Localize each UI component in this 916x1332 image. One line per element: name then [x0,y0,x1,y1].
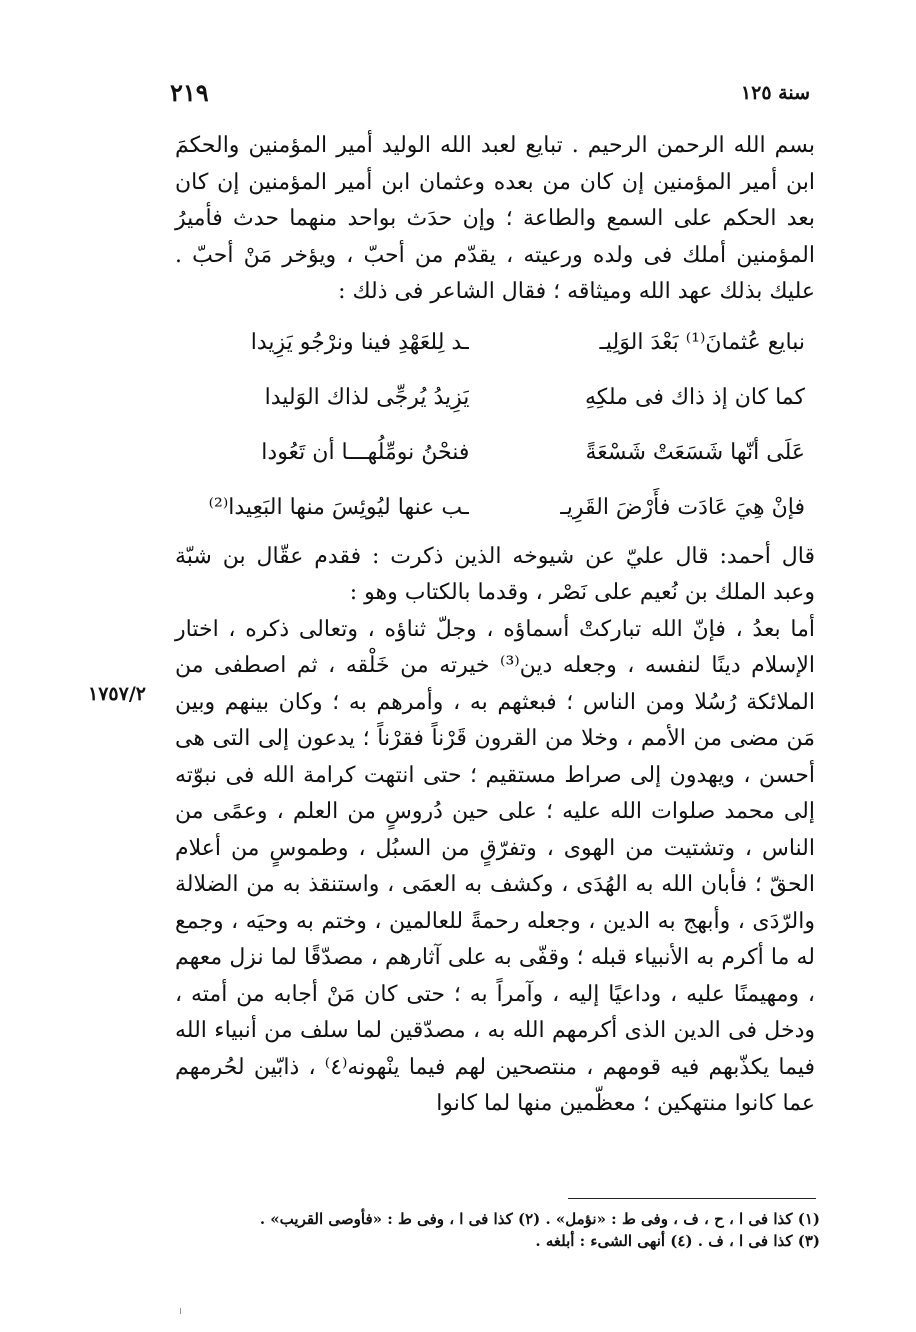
page-number: ٢١٩ [170,78,209,107]
verse-line [175,315,815,370]
main-text [175,128,815,1123]
verse-second-hemistich: فنحْنُ نومِّلُهـــا أن تَعُودا [261,439,470,465]
margin-reference: ١٧٥٧/٢ [88,683,146,705]
verse-first-hemistich: فإنْ هِيَ عَادَت فأَرْضَ القَرِيـ [560,494,805,520]
verse-first-hemistich: عَلَى أنّها شَسَعَتْ شَسْعَةً [585,439,805,465]
paragraph-letter: أما بعدُ ، فإنّ الله تباركتْ أسماؤه ، وجلّ ثناؤه ، وتعالى ذكره ، اختار الإسلام دينًا لنفسه ، وجعله دين⁽³⁾ خيرته من خَلْقه ، ثم اصطفى من الملائكة رُسُلا ومن الناس ؛ فبعثهم به ، وأمرهم به ؛ وكان بينهم وبين مَن مضى من الأمم ، وخلا من القرون قَرْناً فقرْناً ؛ يدعون إلى التى هى أحسن ، ويهدون إلى صراط مستقيم ؛ حتى انتهت كرامة الله فى نبوّته إلى محمد صلوات الله عليه ؛ على حين دُروسٍ من العلم ، وعمًى من الناس ، وتشتيت من الهوى ، وتفرّقٍ من السبُل ، وطموسٍ من أعلام الحقّ ؛ فأبان الله به الهُدَى ، وكشف به العمَى ، واستنقذ به من الضلالة والرّدَى ، وأبهج به الدين ، وجعله رحمةً للعالمين ، وختم به وحيَه ، وجمع له ما أكرم به الأنبياء قبله ؛ وقفّى به على آثارهم ، مصدّقًا لما نزل معهم ، ومهيمنًا عليه ، وداعيًا إليه ، وآمراً به ؛ حتى كان مَنْ أجابه من أمته ، ودخل فى الدين الذى أكرمهم الله به ، مصدّقين لما سلف من أنبياء الله فيما يكذّبهم فيه قومهم ، منتصحين لهم فيما ينْهونه⁽٤⁾ ، ذابّين لحُرمهم عما كانوا منتهكين ؛ معظّمين منها لما كانوا [175,616,815,1116]
verse-line [175,425,815,480]
verse-first-hemistich: نبايع عُثمانَ⁽¹⁾ بَعْدَ الوَلِيـ [599,329,805,355]
verse-first-hemistich: كما كان إذ ذاك فى ملكِهِ [584,384,805,410]
footnote-line: (٣) كذا فى ا ، ف . (٤) أنهى الشىء : أبلغه . [535,1232,820,1250]
page-header [170,78,810,108]
footnotes [160,1208,820,1252]
verse-line [175,370,815,425]
poem-verses [175,315,815,535]
scan-speck [180,1308,181,1314]
verse-second-hemistich: يَزِيدُ يُرجِّى لذاك الوَليدا [264,384,470,410]
verse-second-hemistich: ـب عنها ليُوئِسَ منها البَعِيدا⁽²⁾ [208,494,470,520]
running-year-label: سنة ١٢٥ [740,82,810,104]
paragraph-oath: بسم الله الرحمن الرحيم . تبايع لعبد الله الوليد أمير المؤمنين والحكمَ ابن أمير المؤمنين إن كان من بعده وعثمان ابن أمير المؤمنين إن كان بعد الحكم على السمع والطاعة ؛ وإن حدَث بواحد منهما حدث فأميرُ المؤمنين أملك فى ولده ورعيته ، يقدّم من أحبّ ، ويؤخر مَنْ أحبّ . عليك بذلك عهد الله وميثاقه ؛ فقال الشاعر فى ذلك : [175,133,815,304]
verse-line [175,480,815,535]
verse-second-hemistich: ـد لِلعَهْدِ فينا ونرْجُو يَزِيدا [250,329,470,355]
paragraph-narration: قال أحمد: قال عليّ عن شيوخه الذين ذكرت : فقدم عقّال بن شبّة وعبد الملك بن نُعيم على نَصْر ، وقدما بالكتاب وهو : [175,543,815,605]
footnote-line: (١) كذا فى ا ، ح ، ف ، وفى ط : «نؤمل» . (٢) كذا فى ا ، وفى ط : «فأوصى القريب» . [259,1210,820,1228]
footnote-divider [568,1198,816,1199]
